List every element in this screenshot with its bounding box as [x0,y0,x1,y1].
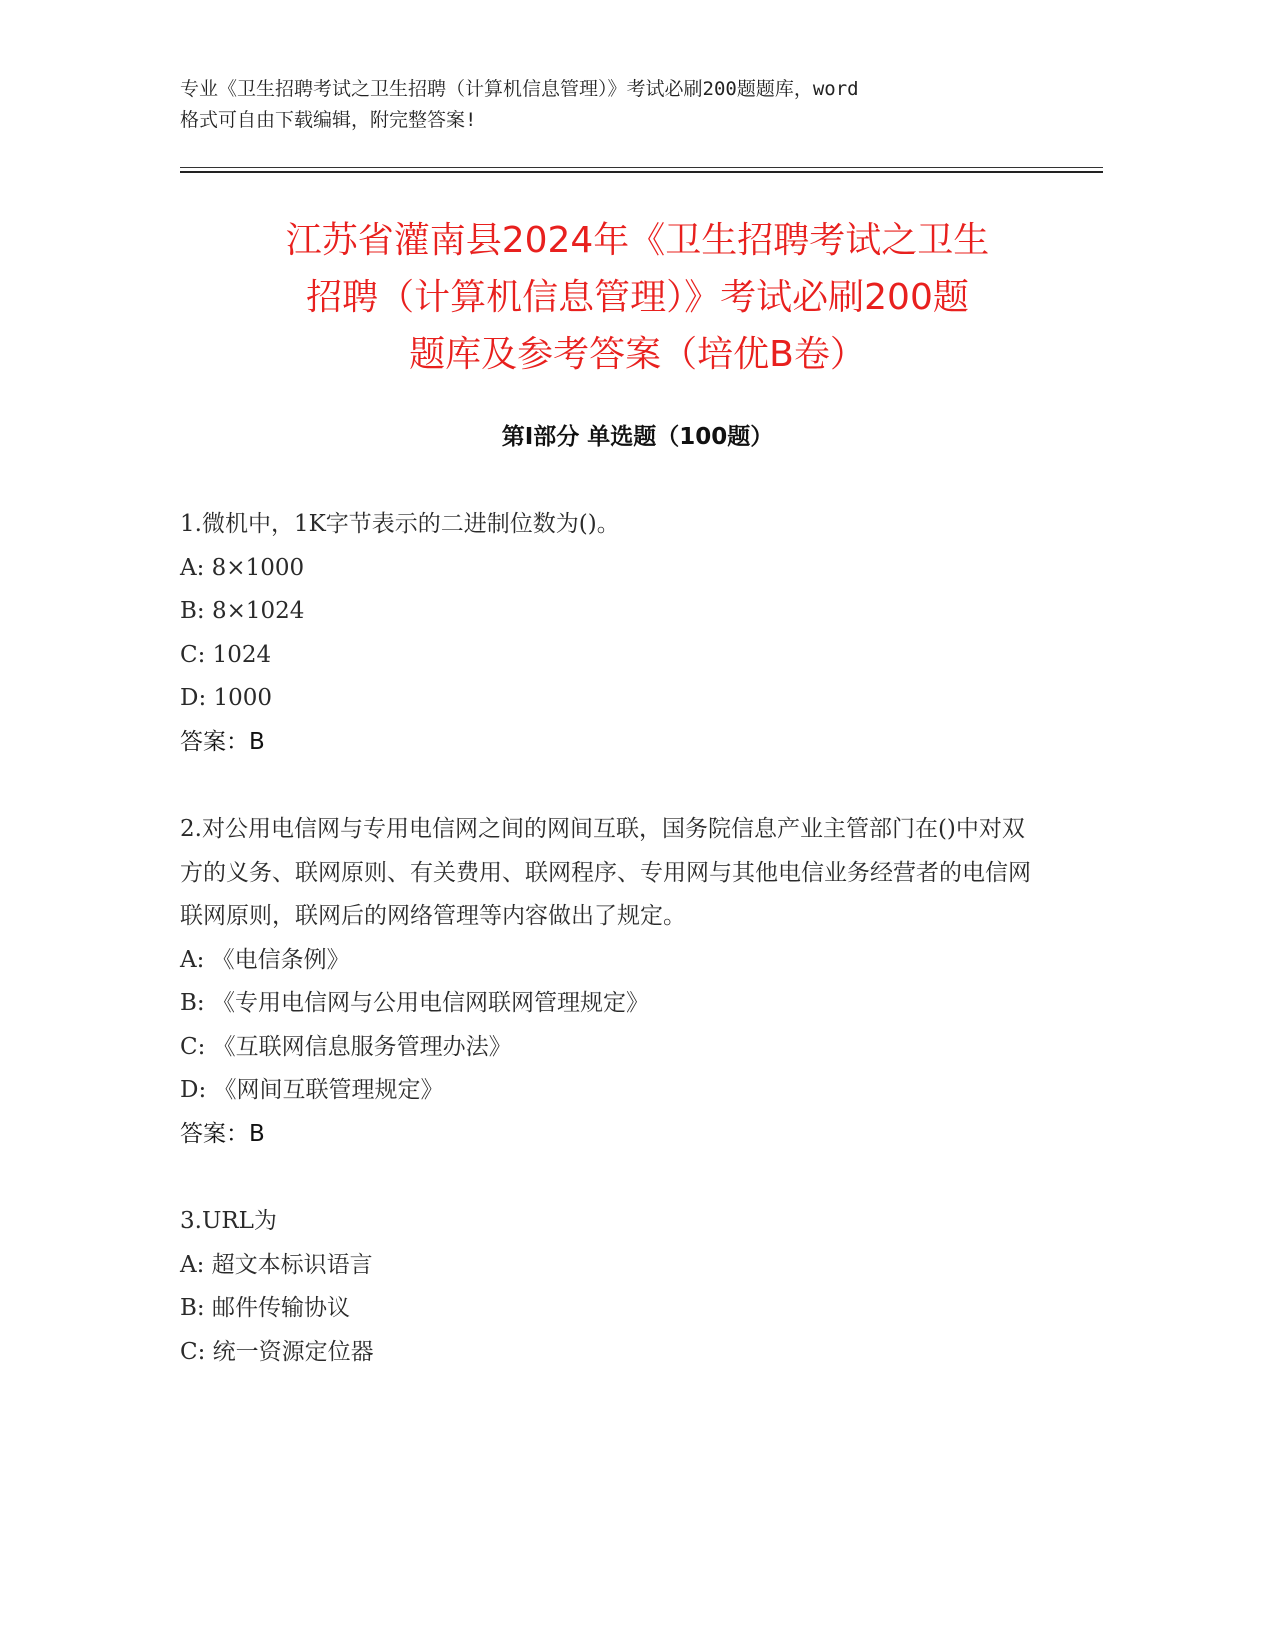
answer-label: 答案：B [180,728,265,755]
option-b: B: 8×1024 [180,598,305,624]
option-c: C: 统一资源定位器 [180,1338,374,1365]
header-note-line-2: 格式可自由下载编辑，附完整答案! [180,109,477,131]
section-heading: 第I部分 单选题（100题） [501,424,774,450]
header-note-line-1: 专业《卫生招聘考试之卫生招聘（计算机信息管理）》考试必刷200题题库，word [180,78,859,100]
option-a: A: 8×1000 [180,554,305,581]
header-divider-thick [180,171,1103,173]
option-d: D: 《网间互联管理规定》 [180,1077,444,1103]
question-2 [180,808,1040,1156]
option-c: C: 《互联网信息服务管理办法》 [180,1033,512,1060]
title-line-2: 招聘（计算机信息管理）》考试必刷200题 [306,277,969,318]
header-divider-thin [180,167,1103,168]
question-3 [180,1200,1040,1374]
header-note [180,74,1080,136]
option-b: B: 《专用电信网与公用电信网联网管理规定》 [180,990,649,1016]
option-a: A: 《电信条例》 [180,946,350,973]
answer-label: 答案：B [180,1120,265,1147]
question-1 [180,503,1040,764]
question-stem: 1.微机中，1K字节表示的二进制位数为()。 [180,511,620,537]
option-b: B: 邮件传输协议 [180,1295,350,1321]
question-stem: 3.URL为 [180,1208,277,1234]
question-stem: 2.对公用电信网与专用电信网之间的网间互联，国务院信息产业主管部门在()中对双方的义务、联网原则、有关费用、联网程序、专用网与其他电信业务经营者的电信网联网原则，联网后的网络管理等内容做出了规定。 [180,816,1031,929]
title-line-3: 题库及参考答案（培优B卷） [409,334,866,375]
option-a: A: 超文本标识语言 [180,1251,373,1278]
title-line-1: 江苏省灌南县2024年《卫生招聘考试之卫生 [285,220,990,261]
document-title [150,212,1125,383]
question-list [180,503,1040,1418]
option-c: C: 1024 [180,641,272,668]
option-d: D: 1000 [180,685,273,711]
